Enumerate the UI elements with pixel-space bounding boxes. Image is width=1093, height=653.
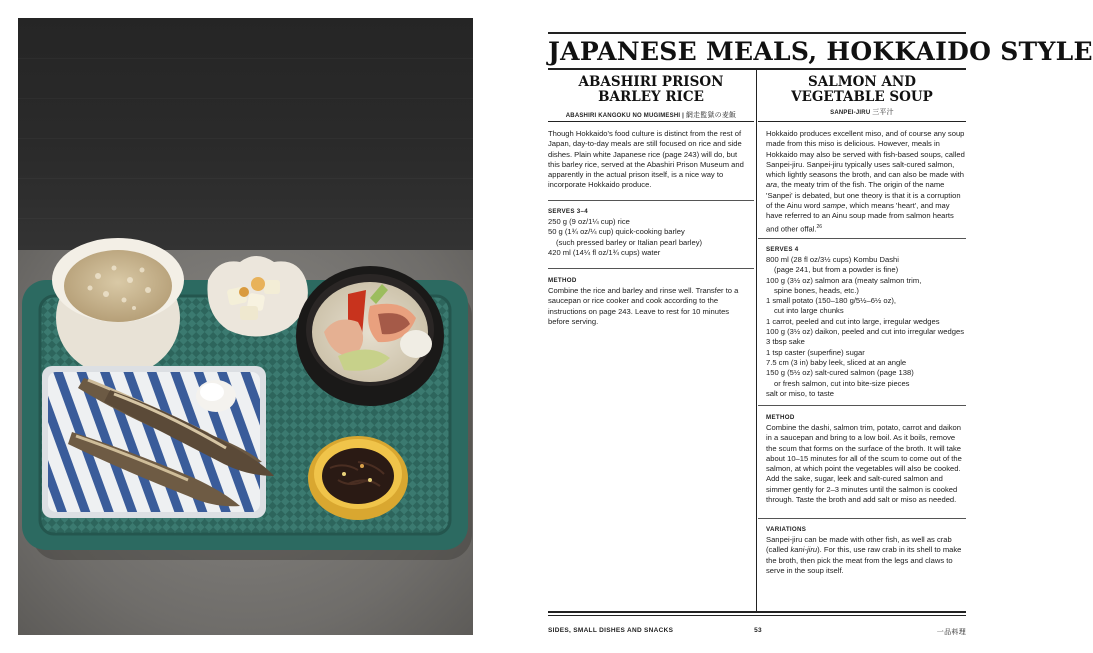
- ingredient-line: or fresh salmon, cut into bite-size pieces: [774, 378, 910, 388]
- right-recipe-title: [758, 75, 966, 105]
- right-intro: [766, 129, 966, 235]
- ingredient-line: 7.5 cm (3 in) baby leek, sliced at an angle: [766, 357, 907, 367]
- right-subtitle-japanese: 三平汁: [872, 109, 894, 116]
- right-ingredients-list: [766, 255, 966, 399]
- ingredient-line: 1 tsp caster (superfine) sugar: [766, 347, 865, 357]
- left-title-line2: BARLEY RICE: [598, 89, 704, 105]
- top-rule: [548, 32, 966, 34]
- ingredient-line: (page 241, but from a powder is fine): [774, 265, 899, 275]
- right-intro-text: Hokkaido produces excellent miso, and of course any soup made from this miso is delicious. However, meals in Hokkaido may also be served with fish-based soups, called Sanpei-jiru. Sanpei-jiru typically uses salt-cured salmon, which lightly seasons the broth, and can also be made with ara, the meaty trim of the fish. The origin of the name 'Sanpei' is debated, but one theory is that it is a corruption of the Ainu word sampe, which means 'heart', and may have referred to an Ainu soup made from salmon hearts and other offal.$^{26}$: [766, 129, 965, 234]
- ingredient-line: 150 g (5½ oz) salt-cured salmon (page 138): [766, 368, 914, 378]
- footer-section-japanese: 一品料理: [936, 629, 966, 636]
- ingredient-line: 1 small potato (150–180 g/5½–6½ oz),: [766, 296, 897, 306]
- left-intro: [548, 129, 748, 191]
- right-ingredients-rule: [758, 405, 966, 406]
- left-ingredients-list: [548, 217, 748, 258]
- right-method-text: Combine the dashi, salmon trim, potato, carrot and daikon in a saucepan and bring to a low boil. As it boils, remove the scum that forms on the surface of the broth. It will take about 10–15 minutes for all of the scum to come out of the salmon, at which point the vegetables will also be cooked. Add the sake, sugar, leek and salt-cured salmon and simmer gently for 2–3 minutes until the salmon is cooked through. Taste the broth and add salt or miso as needed.: [766, 423, 962, 505]
- left-intro-text: Though Hokkaido's food culture is distinct from the rest of Japan, day-to-day meals are still focused on rice and side dishes. Plain white Japanese rice (page 243) will do, but this barley rice, served at the Abashiri Prison Museum and apparently in the actual prison itself, is a nice way to incorporate Hokkaido produce.: [548, 129, 744, 190]
- left-serves-heading: SERVES 3–4: [548, 208, 589, 215]
- right-serves-heading: SERVES 4: [766, 246, 799, 253]
- column-divider: [756, 70, 757, 611]
- ingredient-line: 250 g (9 oz/1¼ cup) rice: [548, 217, 630, 226]
- ingredient-line: 1 carrot, peeled and cut into large, irregular wedges: [766, 316, 940, 326]
- ingredient-line: (such pressed barley or Italian pearl barley): [556, 237, 703, 247]
- meal-tray-illustration: [18, 18, 473, 635]
- left-header-rule: [548, 121, 754, 122]
- right-intro-rule: [758, 238, 966, 239]
- right-method-heading: METHOD: [766, 414, 795, 421]
- page-number: 53: [754, 627, 762, 634]
- right-variations-heading: VARIATIONS: [766, 526, 807, 533]
- left-ingredients-rule: [548, 268, 754, 269]
- bottom-rule: [548, 611, 966, 613]
- left-recipe-title: [548, 75, 754, 105]
- right-title-line2: VEGETABLE SOUP: [791, 89, 933, 105]
- ingredient-line: cut into large chunks: [774, 306, 844, 316]
- ingredient-line: 100 g (3½ oz) daikon, peeled and cut into irregular wedges: [766, 327, 964, 337]
- left-ingredients: [548, 207, 748, 258]
- bottom-rule-thin: [548, 615, 966, 616]
- ingredient-line: 800 ml (28 fl oz/3½ cups) Kombu Dashi: [766, 255, 899, 264]
- page-title: JAPANESE MEALS, HOKKAIDO STYLE: [548, 37, 1093, 66]
- left-method-heading: METHOD: [548, 277, 577, 284]
- left-subtitle-japanese: 網走監獄の麦飯: [685, 112, 737, 119]
- food-photo: [18, 18, 473, 635]
- right-method: [766, 413, 966, 505]
- right-ingredients: [766, 245, 966, 399]
- ingredient-line: salt or miso, to taste: [766, 388, 834, 398]
- left-subtitle-romaji: ABASHIRI KANGOKU NO MUGIMESHI: [565, 113, 681, 119]
- right-variations: [766, 525, 966, 576]
- ingredient-line: spine bones, heads, etc.): [774, 285, 859, 295]
- left-recipe-subtitle: ABASHIRI KANGOKU NO MUGIMESHI | 網走監獄の麦飯: [565, 112, 737, 119]
- ingredient-line: 100 g (3½ oz) salmon ara (meaty salmon trim,: [766, 275, 922, 285]
- ingredient-line: 3 tbsp sake: [766, 337, 805, 347]
- footer-section: SIDES, SMALL DISHES AND SNACKS: [548, 627, 674, 634]
- left-title-line1: ABASHIRI PRISON: [578, 74, 724, 90]
- title-rule: [548, 68, 966, 70]
- right-variations-text: Sanpei-jiru can be made with other fish, as well as crab (called kani-jiru). For this, use raw crab in its shell to make the broth, then pick the meat from the legs and claws to serve in the soup itself.: [766, 535, 962, 575]
- right-method-rule: [758, 518, 966, 519]
- ingredient-line: 420 ml (14¼ fl oz/1¾ cups) water: [548, 247, 661, 257]
- right-subtitle-romaji: SANPEI-JIRU: [830, 110, 871, 116]
- right-header-rule: [758, 121, 966, 122]
- left-intro-rule: [548, 200, 754, 201]
- left-method: [548, 276, 748, 327]
- ingredient-line: 50 g (1¾ oz/¼ cup) quick-cooking barley: [548, 227, 685, 237]
- right-title-line1: SALMON AND: [808, 74, 916, 90]
- left-method-text: Combine the rice and barley and rinse well. Transfer to a saucepan or rice cooker and cook according to the instructions on page 243. Leave to rest for 10 minutes before serving.: [548, 286, 739, 326]
- right-recipe-subtitle: [758, 107, 966, 117]
